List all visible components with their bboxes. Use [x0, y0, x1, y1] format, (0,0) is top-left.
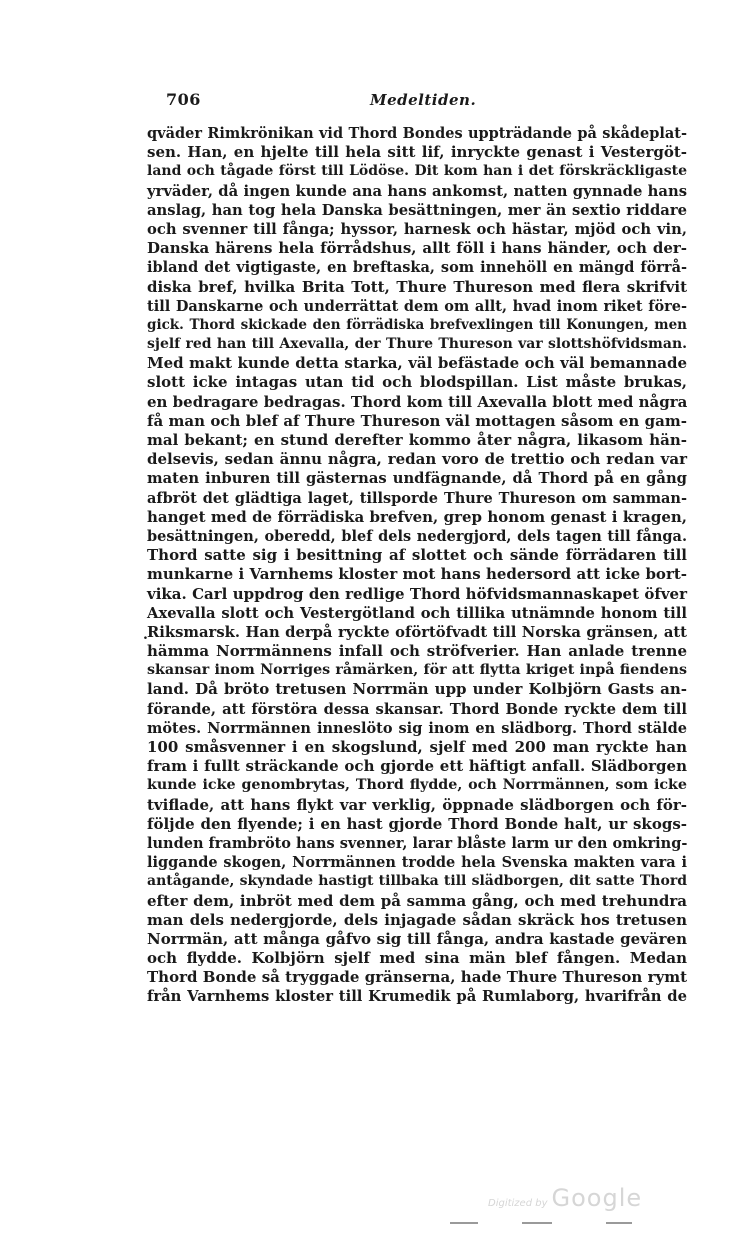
text-line: hämma Norrmännens infall och ströfverier. Han anlade trenne: [147, 642, 687, 661]
text-line: munkarne i Varnhems kloster mot hans hedersord att icke bort-: [147, 565, 687, 584]
text-line: från Varnhems kloster till Krumedik på Rumlaborg, hvarifrån de: [147, 988, 687, 1006]
text-line: delsevis, sedan ännu några, redan voro de trettio och redan var: [147, 450, 687, 469]
text-line: lunden frambröto hans svenner, larar blåste larm ur den omkring-: [147, 834, 688, 852]
text-line: till Danskarne och underrättat dem om allt, hvad inom riket före-: [147, 297, 687, 315]
watermark-prefix: Digitized by: [488, 1198, 548, 1209]
text-line: man dels nedergjorde, dels injagade sådan skräck hos tretusen: [147, 910, 687, 929]
text-line: Axevalla slott och Vestergötland och tillika utnämnde honom till: [147, 604, 687, 622]
text-line: en bedragare bedragas. Thord kom till Axevalla blott med några: [147, 392, 688, 411]
text-line: sen. Han, en hjelte till hela sitt lif, inryckte genast i Vestergöt-: [147, 143, 687, 162]
text-line: liggande skogen, Norrmännen trodde hela Svenska makten vara i: [147, 854, 687, 872]
text-line: yrväder, då ingen kunde ana hans ankomst, natten gynnade hans: [147, 182, 687, 200]
text-line: Riksmarsk. Han derpå ryckte oförtöfvadt till Norska gränsen, att: [147, 623, 687, 641]
text-line: vika. Carl uppdrog den redlige Thord höfvidsmannaskapet öfver: [147, 584, 687, 603]
text-line: skansar inom Norriges råmärken, för att flytta kriget inpå fiendens: [147, 662, 687, 679]
text-line: tviflade, att hans flykt var verklig, öppnade slädborgen och för-: [147, 795, 687, 814]
text-line: efter dem, inbröt med dem på samma gång, och med trehundra: [147, 891, 687, 910]
text-line: fram i fullt sträckande och gjorde ett häftigt anfall. Slädborgen: [147, 757, 687, 776]
page-number: 706: [166, 90, 201, 109]
body-text: [147, 124, 687, 1007]
text-line: och flydde. Kolbjörn sjelf med sina män blef fången. Medan: [147, 949, 687, 968]
text-line: diska bref, hvilka Brita Tott, Thure Thureson med flera skrifvit: [147, 277, 687, 296]
footer-rule-marks: [430, 1222, 690, 1226]
text-line: 100 småsvenner i en skogslund, sjelf med 200 man ryckte han: [147, 738, 687, 756]
text-line: följde den flyende; i en hast gjorde Thord Bonde halt, ur skogs-: [147, 814, 687, 833]
text-line: land. Då bröto tretusen Norrmän upp under Kolbjörn Gasts an-: [147, 680, 687, 699]
text-line: Thord Bonde så tryggade gränserna, hade Thure Thureson rymt: [147, 968, 687, 987]
text-line: maten inburen till gästernas undfägnande, då Thord på en gång: [147, 470, 687, 488]
text-line: afbröt det glädtiga laget, tillsporde Thure Thureson om samman-: [147, 489, 687, 507]
text-line: Thord satte sig i besittning af slottet och sände förrädaren till: [147, 546, 687, 565]
text-line: och svenner till fånga; hyssor, harnesk och hästar, mjöd och vin,: [147, 220, 687, 238]
text-line: mötes. Norrmännen inneslöto sig inom en slädborg. Thord stälde: [147, 719, 687, 737]
margin-mark: .: [143, 627, 148, 643]
text-line: Med makt kunde detta starka, väl befästade och väl bemannade: [147, 354, 687, 373]
text-line: gick. Thord skickade den förrädiska brefvexlingen till Konungen, men: [147, 316, 687, 333]
text-line: slott icke intagas utan tid och blodspillan. List måste brukas,: [147, 373, 687, 392]
text-line: anslag, han tog hela Danska besättningen, mer än sextio riddare: [147, 201, 687, 219]
text-line: Norrmän, att många gåfvo sig till fånga, andra kastade gevären: [147, 929, 687, 948]
text-line: kunde icke genombrytas, Thord flydde, och Norrmännen, som icke: [147, 777, 687, 794]
text-line: qväder Rimkrönikan vid Thord Bondes uppträdande på skådeplat-: [147, 125, 687, 142]
text-line: land och tågade först till Lödöse. Dit kom han i det förskräckligaste: [147, 163, 687, 180]
google-watermark: [488, 1184, 642, 1212]
text-line: antågande, skyndade hastigt tillbaka till slädborgen, dit satte Thord: [147, 873, 687, 890]
running-title: Medeltiden.: [370, 91, 477, 109]
text-line: förande, att förstöra dessa skansar. Thord Bonde ryckte dem till: [147, 700, 687, 718]
text-line: hanget med de förrädiska brefven, grep honom genast i kragen,: [147, 507, 687, 526]
text-line: Danska härens hela förrådshus, allt föll i hans händer, och der-: [147, 239, 687, 258]
text-line: mal bekant; en stund derefter kommo åter några, likasom hän-: [147, 431, 687, 449]
text-line: ibland det vigtigaste, en breftaska, som innehöll en mängd förrå-: [147, 259, 687, 277]
text-line: sjelf red han till Axevalla, der Thure Thureson var slottshöfvidsman.: [147, 336, 687, 353]
google-logo-icon: Google: [551, 1184, 643, 1212]
text-line: få man och blef af Thure Thureson väl mottagen såsom en gam-: [147, 411, 687, 430]
text-line: besättningen, oberedd, blef dels nedergjord, dels tagen till fånga.: [147, 527, 687, 545]
